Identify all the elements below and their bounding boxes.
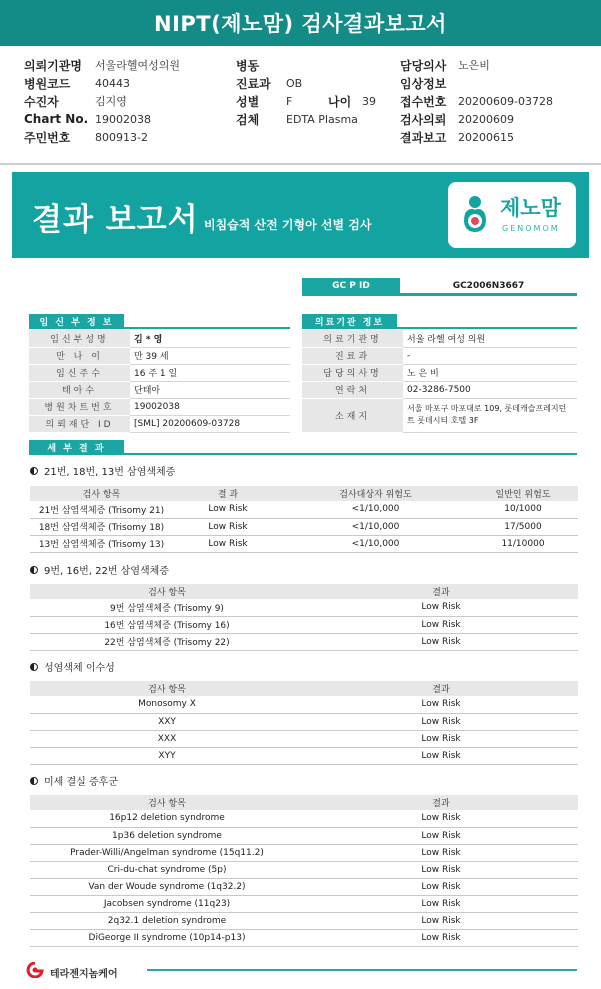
info-row: [302, 330, 577, 347]
result-table-sex-chromosome: [30, 681, 578, 765]
half-circle-icon: [30, 777, 38, 785]
col-header: 검사 항목: [30, 584, 304, 599]
genomom-logo: [448, 182, 576, 248]
table-row: [30, 827, 578, 844]
cell: 13번 삼염색체증 (Trisomy 13): [30, 535, 173, 552]
cell: Low Risk: [304, 827, 578, 844]
cell: Cri-du-chat syndrome (5p): [30, 861, 304, 878]
col-header: 일반인 위험도: [468, 486, 578, 501]
section-rule: [29, 327, 290, 329]
cell: Low Risk: [304, 861, 578, 878]
info-key: 임신부성명: [29, 330, 130, 347]
table-row: [30, 713, 578, 730]
info-row: [29, 398, 290, 415]
header-key: 의뢰기관명: [24, 58, 82, 73]
header-key: 수진자: [24, 94, 59, 109]
info-row: [302, 364, 577, 381]
cell: 11/10000: [468, 535, 578, 552]
header-divider: [0, 163, 601, 165]
cell: 16p12 deletion syndrome: [30, 810, 304, 827]
footer-rule: [147, 969, 577, 971]
genomom-logo-icon: [456, 194, 494, 240]
header-key: 임상정보: [400, 76, 447, 91]
cell: Low Risk: [304, 912, 578, 929]
cell: DiGeorge II syndrome (10p14-p13): [30, 929, 304, 946]
section-rule: [29, 453, 577, 455]
header-key: 결과보고: [400, 130, 447, 145]
group-title: [30, 562, 169, 577]
table-row: [30, 929, 578, 946]
cell: Monosomy X: [30, 696, 304, 713]
footer-company-name: 테라젠지놈케어: [50, 968, 118, 980]
cell: Low Risk: [173, 501, 283, 518]
logo-name: 제노맘: [500, 196, 561, 220]
terragen-logo-icon: [24, 962, 46, 982]
col-header: 검사 항목: [30, 795, 304, 810]
table-row: [30, 501, 578, 518]
cell: Low Risk: [304, 696, 578, 713]
info-value: 16 주 1 일: [130, 364, 290, 381]
info-value: -: [403, 347, 577, 364]
table-row: [30, 599, 578, 616]
group-title: [30, 463, 175, 478]
info-key: 진료과: [302, 347, 403, 364]
result-table-microdeletion: [30, 795, 578, 947]
info-key: 연락처: [302, 381, 403, 398]
header-value: 노은비: [458, 59, 490, 72]
header-key: 병동: [236, 58, 260, 73]
info-row: [29, 347, 290, 364]
cell: 2q32.1 deletion syndrome: [30, 912, 304, 929]
header-col-2: [236, 56, 376, 128]
table-row: [30, 861, 578, 878]
header-col-1: [24, 56, 180, 146]
header-value: 김지영: [95, 95, 127, 108]
report-title: NIPT(제노맘) 검사결과보고서: [0, 0, 601, 46]
banner-subtitle: 비침습적 산전 기형아 선별 검사: [204, 218, 372, 232]
info-key: 의료기관명: [302, 330, 403, 347]
cell: Low Risk: [304, 730, 578, 747]
cell: <1/10,000: [283, 535, 468, 552]
col-header: 결 과: [173, 486, 283, 501]
header-key: 검사의뢰: [400, 112, 447, 127]
details-label: 세 부 결 과: [29, 440, 124, 454]
header-key: Chart No.: [24, 112, 89, 126]
header-value: 20200609: [458, 112, 514, 126]
cell: Low Risk: [304, 713, 578, 730]
cell: Low Risk: [304, 599, 578, 616]
cell: Low Risk: [304, 878, 578, 895]
info-row: [302, 381, 577, 398]
section-rule: [302, 327, 577, 329]
cell: Low Risk: [304, 844, 578, 861]
info-value: 김 * 영: [130, 330, 290, 347]
header-value: 20200615: [458, 130, 514, 144]
cell: XXX: [30, 730, 304, 747]
info-value: 서울 라헬 여성 의원: [403, 330, 577, 347]
header-value: F: [286, 94, 293, 108]
table-row: [30, 878, 578, 895]
cell: Van der Woude syndrome (1q32.2): [30, 878, 304, 895]
footer-brand: [24, 962, 118, 982]
cell: Low Risk: [304, 616, 578, 633]
cell: Low Risk: [304, 895, 578, 912]
info-key: 의뢰재단 ID: [29, 415, 130, 432]
header-key: 검체: [236, 112, 260, 127]
half-circle-icon: [30, 467, 38, 475]
info-key: 담당의사명: [302, 364, 403, 381]
header-info: [0, 50, 601, 162]
header-key: 성별: [236, 94, 260, 109]
cell: 21번 삼염색체증 (Trisomy 21): [30, 501, 173, 518]
banner-title: 결과 보고서: [32, 202, 199, 238]
header-value: 40443: [95, 76, 130, 90]
cell: 10/1000: [468, 501, 578, 518]
half-circle-icon: [30, 566, 38, 574]
cell: 9번 삼염색체증 (Trisomy 9): [30, 599, 304, 616]
group-title: [30, 659, 115, 674]
half-circle-icon: [30, 663, 38, 671]
cell: XYY: [30, 747, 304, 764]
group-title-text: 미세 결실 증후군: [44, 777, 118, 788]
pregnant-info-label: 임 신 부 정 보: [29, 314, 124, 328]
cell: XXY: [30, 713, 304, 730]
header-key: 접수번호: [400, 94, 447, 109]
col-header: 검사 항목: [30, 486, 173, 501]
table-row: [30, 810, 578, 827]
cell: Low Risk: [304, 633, 578, 650]
header-value: OB: [286, 76, 303, 90]
header-key: 병원코드: [24, 76, 71, 91]
info-key: 병원차트번호: [29, 398, 130, 415]
info-value: 만 39 세: [130, 347, 290, 364]
cell: Jacobsen syndrome (11q23): [30, 895, 304, 912]
cell: 17/5000: [468, 518, 578, 535]
table-row: [30, 912, 578, 929]
table-row: [30, 730, 578, 747]
table-row: [30, 535, 578, 552]
group-title: [30, 773, 118, 788]
table-row: [30, 518, 578, 535]
cell: 22번 삼염색체증 (Trisomy 22): [30, 633, 304, 650]
cell: Low Risk: [304, 747, 578, 764]
cell: Low Risk: [173, 518, 283, 535]
report-banner: [12, 172, 589, 258]
header-key: 담당의사: [400, 58, 447, 73]
info-key: 태아수: [29, 381, 130, 398]
info-key: 소재지: [302, 398, 403, 432]
group-title-text: 21번, 18번, 13번 삼염색체증: [44, 467, 176, 478]
cell: Prader-Willi/Angelman syndrome (15q11.2): [30, 844, 304, 861]
col-header: 결과: [304, 584, 578, 599]
cell: <1/10,000: [283, 501, 468, 518]
cell: Low Risk: [304, 810, 578, 827]
cell: 16번 삼염색체증 (Trisomy 16): [30, 616, 304, 633]
col-header: 검사 항목: [30, 681, 304, 696]
header-value: EDTA Plasma: [286, 112, 358, 126]
cell: Low Risk: [304, 929, 578, 946]
table-row: [30, 633, 578, 650]
header-value: 800913-2: [95, 130, 148, 144]
header-key: 주민번호: [24, 130, 71, 145]
info-row: [302, 398, 577, 432]
header-value: 20200609-03728: [458, 94, 553, 108]
cell: 1p36 deletion syndrome: [30, 827, 304, 844]
info-row: [29, 381, 290, 398]
info-key: 만 나 이: [29, 347, 130, 364]
age-value: 39: [362, 94, 376, 108]
table-row: [30, 616, 578, 633]
info-row: [29, 330, 290, 347]
table-row: [30, 696, 578, 713]
col-header: 검사대상자 위험도: [283, 486, 468, 501]
info-value: 02-3286-7500: [403, 381, 577, 398]
cell: 18번 삼염색체증 (Trisomy 18): [30, 518, 173, 535]
gcpid-value: GC2006N3667: [452, 280, 525, 291]
info-row: [29, 415, 290, 432]
group-title-text: 9번, 16번, 22번 삼염색체증: [44, 566, 169, 577]
info-row: [302, 347, 577, 364]
info-row: [29, 364, 290, 381]
col-header: 결과: [304, 795, 578, 810]
table-row: [30, 844, 578, 861]
info-value: 서울 마포구 마포대로 109, 롯데캐슬프레지던트 롯데시티 호텔 3F: [403, 398, 577, 432]
table-row: [30, 895, 578, 912]
result-table-trisomy-major: [30, 486, 578, 553]
info-value: [SML] 20200609-03728: [130, 415, 290, 432]
gcpid-label: GC P ID: [302, 278, 400, 293]
header-value: 19002038: [95, 112, 151, 126]
cell: <1/10,000: [283, 518, 468, 535]
table-row: [30, 747, 578, 764]
header-col-3: [400, 56, 553, 146]
col-header: 결과: [304, 681, 578, 696]
gcpid-box: [302, 278, 577, 296]
header-value: 서울라헬여성의원: [95, 59, 181, 72]
institution-info-table: [302, 330, 577, 433]
info-value: 노 은 비: [403, 364, 577, 381]
info-key: 임신주수: [29, 364, 130, 381]
age-key: 나이: [328, 94, 352, 109]
header-key: 진료과: [236, 76, 271, 91]
info-value: 단태아: [130, 381, 290, 398]
institution-info-label: 의료기관 정보: [302, 314, 397, 328]
cell: Low Risk: [173, 535, 283, 552]
result-table-trisomy-minor: [30, 584, 578, 651]
info-value: 19002038: [130, 398, 290, 415]
group-title-text: 성염색체 이수성: [44, 663, 115, 674]
pregnant-info-table: [29, 330, 290, 433]
logo-subtext: GENOMOM: [502, 224, 560, 233]
